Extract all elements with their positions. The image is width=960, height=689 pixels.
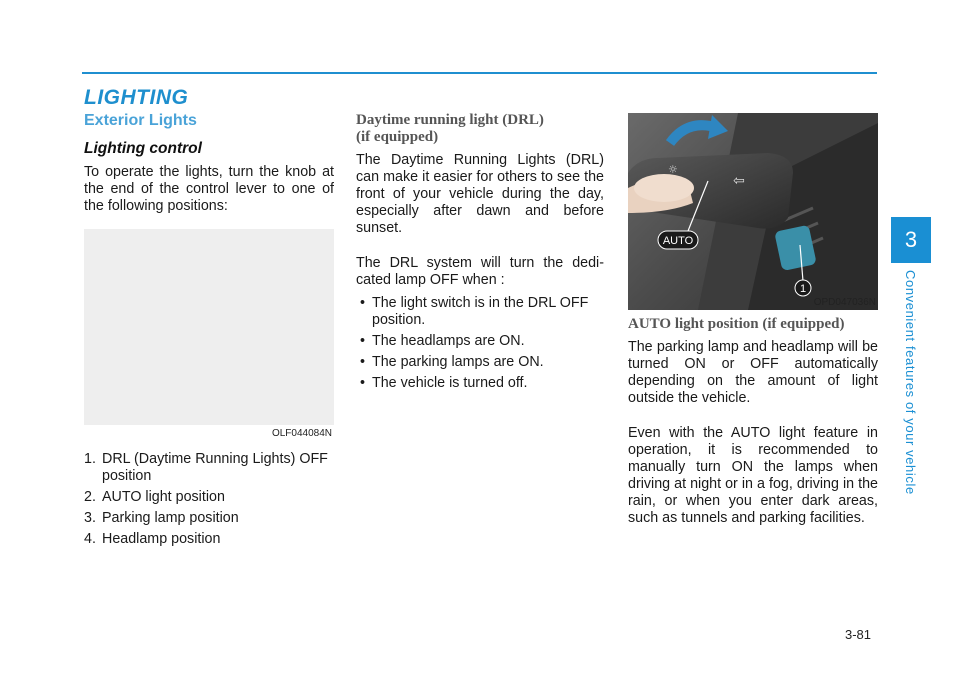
list-item (356, 354, 604, 371)
list-item (84, 451, 334, 485)
list-item (84, 510, 334, 527)
list-text: The headlamps are ON. (372, 333, 525, 349)
heading-drl-line1: Daytime running light (DRL) (356, 112, 544, 128)
auto-paragraph-2: Even with the AUTO light feature in operation, it is recommended to manually turn ON the lamps when driving at night or in a fog, driving in the rain, or when you enter dark areas, such as tunnels and parking facilities. (628, 425, 878, 526)
list-text: The parking lamps are ON. (372, 354, 544, 370)
list-item (84, 489, 334, 506)
list-text: AUTO light position (102, 489, 225, 505)
column-drl (356, 112, 604, 396)
chapter-tab: 3 (891, 217, 931, 263)
bullet-dot: • (360, 295, 366, 311)
heading-drl (356, 112, 604, 146)
photo-code: OPD047036N (813, 297, 876, 308)
auto-paragraph-1: The parking lamp and headlamp will be turned ON or OFF automatically depending on the amount of light outside the vehicle. (628, 339, 878, 406)
svg-text:⇦: ⇦ (733, 173, 745, 189)
heading-auto-light: AUTO light position (if equipped) (628, 316, 845, 332)
list-number: 2. (84, 489, 96, 505)
bullet-dot: • (360, 375, 366, 391)
auto-label-text: AUTO (662, 235, 694, 247)
drl-paragraph-1: The Daytime Running Lights (DRL) can make it easier for others to see the front of your vehicle during the day, especially after dawn and before sunset. (356, 152, 604, 236)
list-text: Parking lamp position (102, 510, 239, 526)
list-text: Headlamp position (102, 531, 221, 547)
list-number: 4. (84, 531, 96, 547)
list-number: 1. (84, 451, 96, 467)
chapter-label: Convenient features of your vehicle (903, 270, 918, 495)
list-number: 3. (84, 510, 96, 526)
list-item (356, 375, 604, 392)
intro-paragraph: To operate the lights, turn the knob at the end of the control lever to one of the following positions: (84, 164, 334, 214)
column-exterior-lights (84, 112, 334, 552)
svg-text:☼: ☼ (668, 163, 678, 176)
drl-paragraph-2: The DRL system will turn the dedi-cated lamp OFF when : (356, 255, 604, 288)
heading-drl-line2: (if equipped) (356, 129, 439, 145)
light-switch-photo (628, 113, 878, 310)
header-rule (82, 72, 877, 74)
light-switch-illustration (628, 113, 878, 310)
section-title: LIGHTING (84, 86, 189, 109)
position-list (84, 451, 334, 548)
drl-bullet-list (356, 295, 604, 392)
list-item (356, 295, 604, 329)
list-text: DRL (Daytime Running Lights) OFF position (102, 451, 328, 484)
column-auto-light (628, 316, 878, 527)
list-text: The vehicle is turned off. (372, 375, 528, 391)
list-text: The light switch is in the DRL OFF position. (372, 295, 589, 328)
figure-code: OLF044084N (271, 428, 332, 439)
list-item (356, 333, 604, 350)
list-item (84, 531, 334, 548)
heading-exterior-lights: Exterior Lights (84, 112, 197, 129)
subheading-lighting-control: Lighting control (84, 140, 202, 157)
figure-placeholder (84, 229, 334, 439)
number-one-text: 1 (799, 283, 807, 295)
bullet-dot: • (360, 354, 366, 370)
page-number: 3-81 (845, 627, 872, 642)
bullet-dot: • (360, 333, 366, 349)
